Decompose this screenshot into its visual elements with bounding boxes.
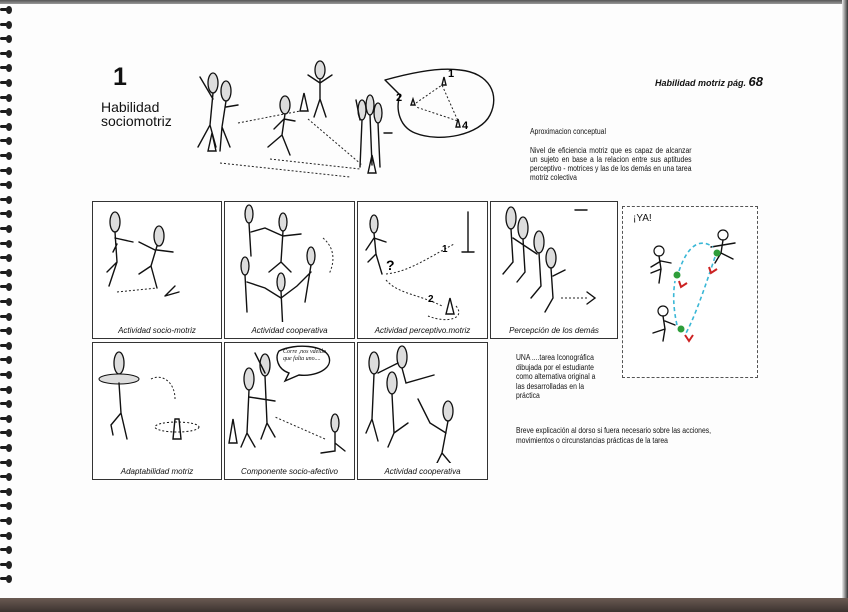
spiral-coil	[0, 196, 13, 205]
spiral-coil	[0, 50, 13, 59]
stick-figure-hoop-cone-icon	[93, 343, 223, 463]
spiral-coil	[0, 225, 13, 234]
spiral-coil	[0, 386, 13, 395]
panel-cooperativa	[224, 201, 355, 339]
spiral-coil	[0, 108, 13, 117]
explanation-note: Breve explicación al dorso si fuera necesario sobre las acciones, movimientos o circunstancias prácticas de la tarea	[516, 426, 712, 445]
spiral-coil	[0, 532, 13, 541]
stick-figures-group-icon	[358, 343, 489, 463]
spiral-coil	[0, 137, 13, 146]
spiral-binding	[0, 6, 14, 596]
student-drawing-label: ¡YA!	[633, 213, 652, 224]
page-right-edge	[842, 0, 848, 600]
panel-caption: Componente socio-afectivo	[241, 467, 338, 476]
panel-percepcion-demas	[490, 201, 618, 339]
spiral-coil	[0, 327, 13, 336]
spiral-coil	[0, 79, 13, 88]
running-header-text: Habilidad motriz pág.	[655, 78, 747, 88]
panel-socio-afectivo	[224, 342, 355, 480]
stick-figures-ball-passing-icon	[623, 207, 757, 377]
spiral-coil	[0, 35, 13, 44]
page-number: 68	[748, 74, 763, 89]
chapter-title-line1: Habilidad	[101, 99, 160, 115]
concept-body: Nivel de eficiencia motriz que es capaz de alcanzar un sujeto en base a la relacion entre sus aptitudes perceptivo - motrices y las de los demás en una tarea motriz colectiva	[530, 146, 692, 182]
spiral-coil	[0, 210, 13, 219]
svg-text:1: 1	[448, 68, 455, 80]
spiral-coil	[0, 502, 13, 511]
concept-title: Aproximacion conceptual	[530, 127, 606, 136]
student-task-note: UNA ....tarea Iconográfica dibujada por el estudiante como alternativa original a las desarrolladas en la práctica	[516, 353, 596, 400]
spiral-coil	[0, 371, 13, 380]
panel-caption: Actividad socio-motriz	[118, 326, 196, 335]
svg-text:?: ?	[386, 257, 395, 273]
spiral-coil	[0, 6, 13, 15]
spiral-coil	[0, 123, 13, 132]
spiral-coil	[0, 459, 13, 468]
panel-caption: Actividad cooperativa	[251, 326, 328, 335]
panel-adaptabilidad	[92, 342, 222, 480]
spiral-coil	[0, 254, 13, 263]
panel-caption: Percepción de los demás	[509, 326, 599, 335]
chapter-number: 1	[113, 63, 127, 91]
spiral-coil	[0, 64, 13, 73]
spiral-coil	[0, 298, 13, 307]
spiral-coil	[0, 240, 13, 249]
student-drawing-frame	[622, 206, 758, 378]
spiral-coil	[0, 488, 13, 497]
spiral-coil	[0, 342, 13, 351]
spiral-coil	[0, 181, 13, 190]
spiral-coil	[0, 415, 13, 424]
svg-text:4: 4	[462, 120, 469, 132]
panel-caption: Actividad cooperativa	[384, 467, 461, 476]
spiral-coil	[0, 269, 13, 278]
speech-bubble-text: Corre ,nos vdeido que falta uno....	[283, 349, 326, 362]
panel-cooperativa-2	[357, 342, 488, 480]
spiral-coil	[0, 21, 13, 30]
svg-text:1: 1	[442, 244, 448, 255]
spiral-coil	[0, 473, 13, 482]
page-top-edge	[0, 0, 848, 4]
panel-socio-motriz	[92, 201, 222, 339]
spiral-coil	[0, 429, 13, 438]
stick-figures-line-icon	[491, 202, 619, 322]
panel-perceptivo-motriz	[357, 201, 488, 339]
stick-figures-circle-icon	[225, 202, 356, 322]
spiral-coil	[0, 283, 13, 292]
spiral-coil	[0, 400, 13, 409]
spiral-coil	[0, 152, 13, 161]
panel-caption: Adaptabilidad motriz	[120, 467, 194, 476]
running-header	[655, 74, 763, 89]
stick-figures-cones-scene-icon	[190, 55, 520, 185]
stick-figure-choice-paths-icon	[358, 202, 489, 322]
spiral-coil	[0, 517, 13, 526]
chapter-title	[101, 100, 172, 128]
svg-text:2: 2	[428, 294, 434, 305]
chapter-title-line2: sociomotriz	[101, 113, 172, 129]
page-bottom-edge	[0, 598, 848, 612]
svg-text:2: 2	[396, 92, 403, 104]
spiral-coil	[0, 561, 13, 570]
spiral-coil	[0, 313, 13, 322]
spiral-coil	[0, 94, 13, 103]
spiral-coil	[0, 575, 13, 584]
spiral-coil	[0, 444, 13, 453]
stick-figures-handshake-icon	[93, 202, 223, 322]
panel-caption: Actividad perceptivo.motriz	[374, 326, 471, 335]
spiral-coil	[0, 356, 13, 365]
spiral-coil	[0, 546, 13, 555]
spiral-coil	[0, 167, 13, 176]
